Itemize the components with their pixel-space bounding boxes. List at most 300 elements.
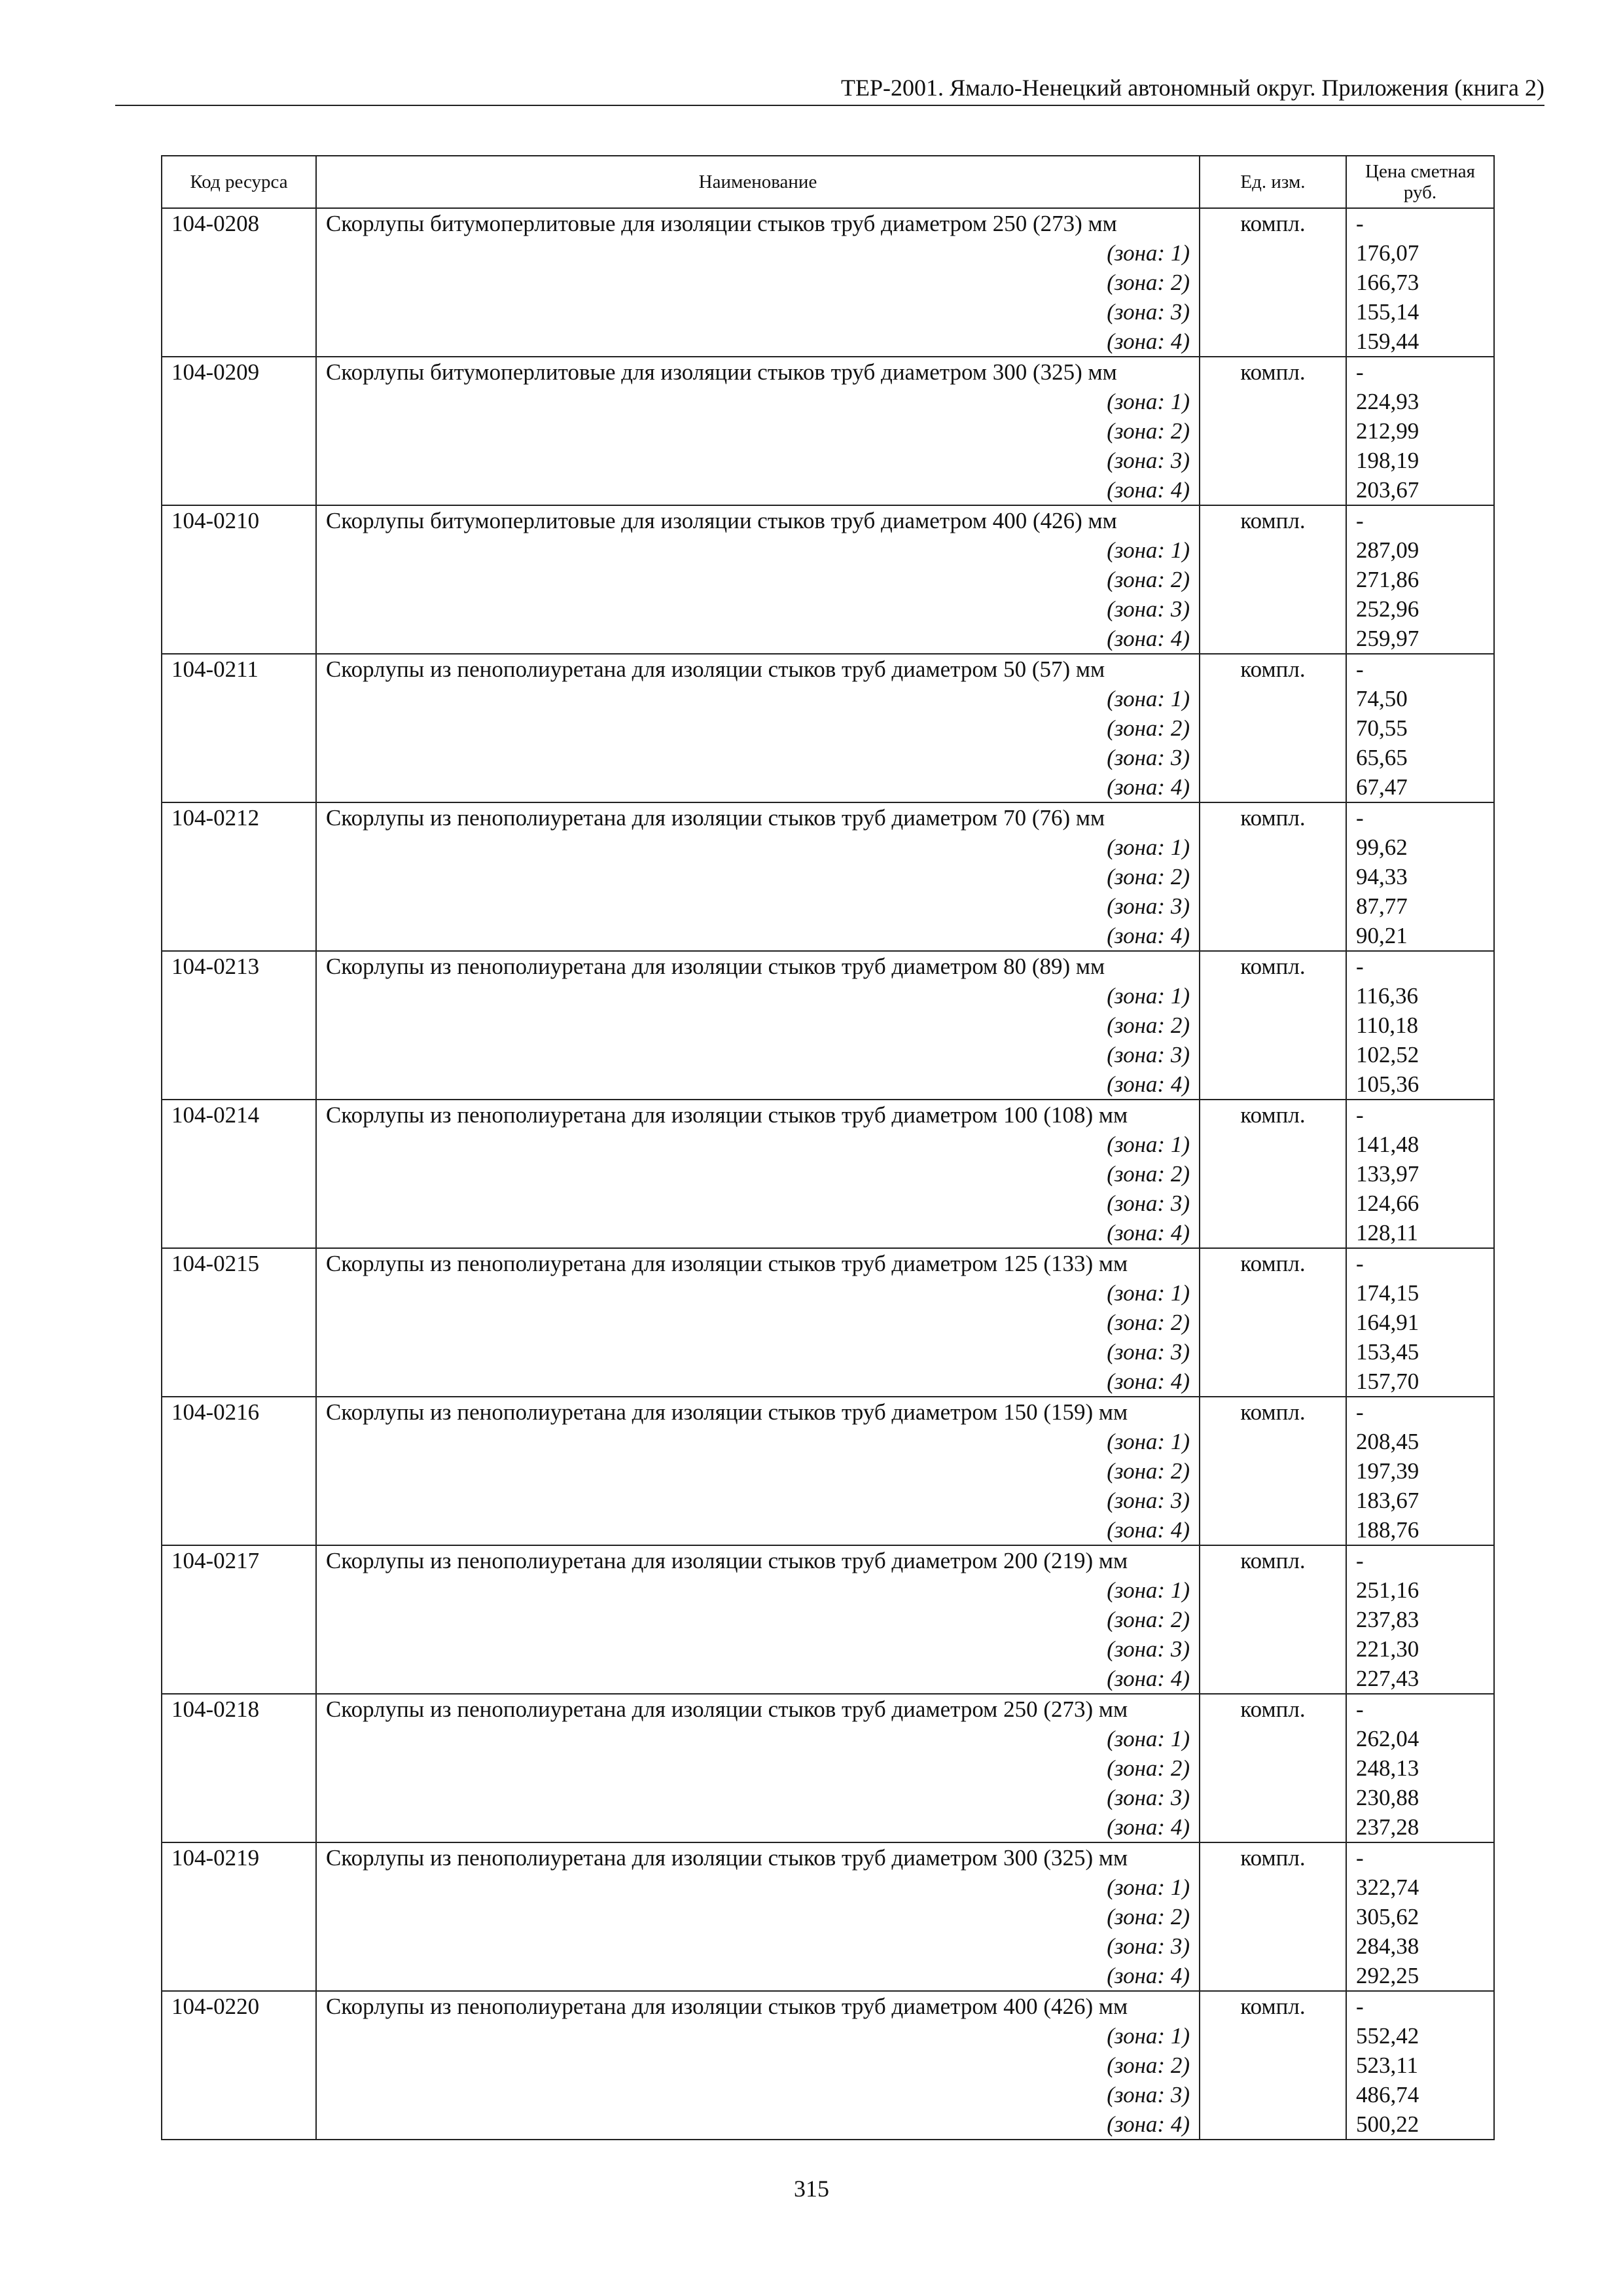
zone-price: 230,88 xyxy=(1346,1783,1494,1812)
zone-price-row xyxy=(162,594,1494,624)
zone-label: (зона: 1) xyxy=(316,981,1200,1011)
empty-cell xyxy=(162,921,316,951)
empty-cell xyxy=(162,1040,316,1069)
resource-code: 104-0220 xyxy=(162,1991,316,2021)
zone-price: 208,45 xyxy=(1346,1427,1494,1456)
empty-cell xyxy=(162,1367,316,1397)
unit-of-measure: компл. xyxy=(1200,802,1346,833)
zone-price: 271,86 xyxy=(1346,565,1494,594)
zone-label: (зона: 3) xyxy=(316,1634,1200,1664)
zone-price-row xyxy=(162,1812,1494,1842)
column-header-price: Цена сметная руб. xyxy=(1346,156,1494,208)
zone-price: 284,38 xyxy=(1346,1931,1494,1961)
zone-price-row xyxy=(162,1456,1494,1486)
resource-name: Скорлупы битумоперлитовые для изоляции стыков труб диаметром 250 (273) мм xyxy=(316,208,1200,238)
column-header-code: Код ресурса xyxy=(162,156,316,208)
empty-cell xyxy=(1200,1456,1346,1486)
zone-price: 251,16 xyxy=(1346,1575,1494,1605)
zone-label: (зона: 4) xyxy=(316,1218,1200,1248)
resource-code: 104-0212 xyxy=(162,802,316,833)
zone-price: 292,25 xyxy=(1346,1961,1494,1991)
base-price: - xyxy=(1346,1248,1494,1278)
zone-price: 157,70 xyxy=(1346,1367,1494,1397)
zone-label: (зона: 4) xyxy=(316,624,1200,654)
table-row xyxy=(162,1397,1494,1427)
zone-label: (зона: 4) xyxy=(316,772,1200,802)
zone-price: 128,11 xyxy=(1346,1218,1494,1248)
zone-price: 176,07 xyxy=(1346,238,1494,268)
zone-price: 141,48 xyxy=(1346,1130,1494,1159)
table-row xyxy=(162,654,1494,684)
zone-label: (зона: 2) xyxy=(316,1753,1200,1783)
unit-of-measure: компл. xyxy=(1200,1248,1346,1278)
empty-cell xyxy=(162,1011,316,1040)
empty-cell xyxy=(1200,416,1346,446)
empty-cell xyxy=(1200,297,1346,327)
zone-price-row xyxy=(162,475,1494,505)
zone-price: 227,43 xyxy=(1346,1664,1494,1694)
empty-cell xyxy=(1200,1931,1346,1961)
empty-cell xyxy=(162,297,316,327)
empty-cell xyxy=(1200,1130,1346,1159)
zone-price-row xyxy=(162,535,1494,565)
unit-of-measure: компл. xyxy=(1200,654,1346,684)
zone-label: (зона: 4) xyxy=(316,1515,1200,1545)
empty-cell xyxy=(1200,981,1346,1011)
unit-of-measure: компл. xyxy=(1200,1100,1346,1130)
empty-cell xyxy=(1200,1961,1346,1991)
empty-cell xyxy=(162,1605,316,1634)
zone-price-row xyxy=(162,1961,1494,1991)
resource-name: Скорлупы битумоперлитовые для изоляции стыков труб диаметром 400 (426) мм xyxy=(316,505,1200,535)
unit-of-measure: компл. xyxy=(1200,1842,1346,1873)
empty-cell xyxy=(1200,565,1346,594)
zone-price: 70,55 xyxy=(1346,713,1494,743)
resource-code: 104-0210 xyxy=(162,505,316,535)
zone-price: 74,50 xyxy=(1346,684,1494,713)
zone-price: 133,97 xyxy=(1346,1159,1494,1189)
resource-code: 104-0211 xyxy=(162,654,316,684)
zone-price: 159,44 xyxy=(1346,327,1494,357)
zone-price-row xyxy=(162,2021,1494,2051)
empty-cell xyxy=(162,2021,316,2051)
empty-cell xyxy=(162,268,316,297)
zone-price-row xyxy=(162,1337,1494,1367)
page-header xyxy=(115,73,1544,106)
zone-price-row xyxy=(162,1486,1494,1515)
empty-cell xyxy=(162,1218,316,1248)
zone-label: (зона: 2) xyxy=(316,1011,1200,1040)
zone-price: 65,65 xyxy=(1346,743,1494,772)
empty-cell xyxy=(162,743,316,772)
resource-name: Скорлупы из пенополиуретана для изоляции стыков труб диаметром 150 (159) мм xyxy=(316,1397,1200,1427)
zone-label: (зона: 3) xyxy=(316,1931,1200,1961)
empty-cell xyxy=(1200,1575,1346,1605)
zone-price-row xyxy=(162,862,1494,891)
zone-price-row xyxy=(162,327,1494,357)
empty-cell xyxy=(1200,624,1346,654)
empty-cell xyxy=(162,2109,316,2140)
zone-label: (зона: 4) xyxy=(316,2109,1200,2140)
zone-label: (зона: 2) xyxy=(316,268,1200,297)
zone-price: 552,42 xyxy=(1346,2021,1494,2051)
table-row xyxy=(162,357,1494,387)
zone-price: 183,67 xyxy=(1346,1486,1494,1515)
empty-cell xyxy=(162,1664,316,1694)
unit-of-measure: компл. xyxy=(1200,1397,1346,1427)
empty-cell xyxy=(162,1634,316,1664)
table-row xyxy=(162,951,1494,981)
empty-cell xyxy=(1200,743,1346,772)
empty-cell xyxy=(162,416,316,446)
zone-label: (зона: 2) xyxy=(316,1902,1200,1931)
empty-cell xyxy=(162,772,316,802)
resource-code: 104-0215 xyxy=(162,1248,316,1278)
base-price: - xyxy=(1346,208,1494,238)
zone-price-row xyxy=(162,684,1494,713)
empty-cell xyxy=(1200,1040,1346,1069)
empty-cell xyxy=(1200,594,1346,624)
zone-price-row xyxy=(162,1634,1494,1664)
empty-cell xyxy=(162,862,316,891)
zone-price: 198,19 xyxy=(1346,446,1494,475)
base-price: - xyxy=(1346,1397,1494,1427)
zone-label: (зона: 2) xyxy=(316,1605,1200,1634)
zone-label: (зона: 1) xyxy=(316,535,1200,565)
zone-price: 224,93 xyxy=(1346,387,1494,416)
empty-cell xyxy=(1200,1278,1346,1308)
zone-price-row xyxy=(162,1873,1494,1902)
empty-cell xyxy=(162,1427,316,1456)
empty-cell xyxy=(162,1753,316,1783)
zone-label: (зона: 2) xyxy=(316,713,1200,743)
empty-cell xyxy=(1200,2109,1346,2140)
empty-cell xyxy=(162,1189,316,1218)
zone-price: 90,21 xyxy=(1346,921,1494,951)
zone-price-row xyxy=(162,297,1494,327)
empty-cell xyxy=(162,2051,316,2080)
zone-price-row xyxy=(162,1040,1494,1069)
zone-label: (зона: 4) xyxy=(316,1664,1200,1694)
resource-code: 104-0219 xyxy=(162,1842,316,1873)
zone-price: 287,09 xyxy=(1346,535,1494,565)
zone-price-row xyxy=(162,981,1494,1011)
column-header-unit: Ед. изм. xyxy=(1200,156,1346,208)
empty-cell xyxy=(162,713,316,743)
zone-label: (зона: 2) xyxy=(316,2051,1200,2080)
zone-label: (зона: 1) xyxy=(316,387,1200,416)
zone-price: 322,74 xyxy=(1346,1873,1494,1902)
unit-of-measure: компл. xyxy=(1200,951,1346,981)
zone-price: 105,36 xyxy=(1346,1069,1494,1100)
zone-price-row xyxy=(162,565,1494,594)
zone-price-row xyxy=(162,1159,1494,1189)
empty-cell xyxy=(1200,713,1346,743)
empty-cell xyxy=(162,1961,316,1991)
zone-price-row xyxy=(162,2080,1494,2109)
zone-label: (зона: 2) xyxy=(316,862,1200,891)
zone-price-row xyxy=(162,1515,1494,1545)
zone-price-row xyxy=(162,624,1494,654)
empty-cell xyxy=(162,1337,316,1367)
zone-label: (зона: 3) xyxy=(316,446,1200,475)
empty-cell xyxy=(1200,268,1346,297)
zone-label: (зона: 3) xyxy=(316,891,1200,921)
empty-cell xyxy=(1200,535,1346,565)
empty-cell xyxy=(1200,387,1346,416)
empty-cell xyxy=(162,833,316,862)
zone-price: 203,67 xyxy=(1346,475,1494,505)
zone-label: (зона: 3) xyxy=(316,743,1200,772)
resource-name: Скорлупы из пенополиуретана для изоляции стыков труб диаметром 100 (108) мм xyxy=(316,1100,1200,1130)
zone-label: (зона: 4) xyxy=(316,921,1200,951)
empty-cell xyxy=(162,1278,316,1308)
resource-code: 104-0216 xyxy=(162,1397,316,1427)
empty-cell xyxy=(1200,833,1346,862)
zone-price: 212,99 xyxy=(1346,416,1494,446)
empty-cell xyxy=(162,475,316,505)
resource-name: Скорлупы битумоперлитовые для изоляции стыков труб диаметром 300 (325) мм xyxy=(316,357,1200,387)
zone-label: (зона: 4) xyxy=(316,475,1200,505)
zone-price-row xyxy=(162,1069,1494,1100)
zone-price: 174,15 xyxy=(1346,1278,1494,1308)
empty-cell xyxy=(1200,2080,1346,2109)
zone-label: (зона: 3) xyxy=(316,594,1200,624)
table-row xyxy=(162,1991,1494,2021)
empty-cell xyxy=(1200,684,1346,713)
base-price: - xyxy=(1346,505,1494,535)
empty-cell xyxy=(162,238,316,268)
table-row xyxy=(162,1100,1494,1130)
zone-price: 221,30 xyxy=(1346,1634,1494,1664)
empty-cell xyxy=(1200,327,1346,357)
zone-price-row xyxy=(162,387,1494,416)
unit-of-measure: компл. xyxy=(1200,1545,1346,1575)
empty-cell xyxy=(162,1515,316,1545)
zone-price: 237,83 xyxy=(1346,1605,1494,1634)
base-price: - xyxy=(1346,654,1494,684)
zone-label: (зона: 4) xyxy=(316,1812,1200,1842)
column-header-name: Наименование xyxy=(316,156,1200,208)
header-title: ТЕР-2001. Ямало-Ненецкий автономный округ. Приложения (книга 2) xyxy=(841,75,1544,101)
empty-cell xyxy=(162,535,316,565)
zone-label: (зона: 3) xyxy=(316,1040,1200,1069)
resource-price-table xyxy=(161,155,1495,2140)
zone-price: 486,74 xyxy=(1346,2080,1494,2109)
empty-cell xyxy=(162,1575,316,1605)
resource-name: Скорлупы из пенополиуретана для изоляции стыков труб диаметром 70 (76) мм xyxy=(316,802,1200,833)
zone-label: (зона: 3) xyxy=(316,1486,1200,1515)
zone-price: 523,11 xyxy=(1346,2051,1494,2080)
empty-cell xyxy=(1200,1605,1346,1634)
zone-label: (зона: 3) xyxy=(316,297,1200,327)
zone-price-row xyxy=(162,1011,1494,1040)
empty-cell xyxy=(1200,1011,1346,1040)
empty-cell xyxy=(1200,1724,1346,1753)
empty-cell xyxy=(1200,1367,1346,1397)
zone-label: (зона: 1) xyxy=(316,2021,1200,2051)
zone-price-row xyxy=(162,1308,1494,1337)
zone-price-row xyxy=(162,713,1494,743)
resource-name: Скорлупы из пенополиуретана для изоляции стыков труб диаметром 300 (325) мм xyxy=(316,1842,1200,1873)
zone-price-row xyxy=(162,1783,1494,1812)
zone-price: 94,33 xyxy=(1346,862,1494,891)
zone-price-row xyxy=(162,1218,1494,1248)
empty-cell xyxy=(162,1456,316,1486)
empty-cell xyxy=(162,1069,316,1100)
zone-price-row xyxy=(162,1575,1494,1605)
empty-cell xyxy=(1200,1783,1346,1812)
resource-code: 104-0213 xyxy=(162,951,316,981)
zone-label: (зона: 4) xyxy=(316,1961,1200,1991)
zone-price: 197,39 xyxy=(1346,1456,1494,1486)
zone-label: (зона: 1) xyxy=(316,1873,1200,1902)
resource-name: Скорлупы из пенополиуретана для изоляции стыков труб диаметром 200 (219) мм xyxy=(316,1545,1200,1575)
empty-cell xyxy=(162,1783,316,1812)
base-price: - xyxy=(1346,1694,1494,1724)
zone-price: 305,62 xyxy=(1346,1902,1494,1931)
empty-cell xyxy=(162,1902,316,1931)
empty-cell xyxy=(1200,1427,1346,1456)
table-row xyxy=(162,505,1494,535)
empty-cell xyxy=(162,1873,316,1902)
resource-name: Скорлупы из пенополиуретана для изоляции стыков труб диаметром 250 (273) мм xyxy=(316,1694,1200,1724)
empty-cell xyxy=(1200,1159,1346,1189)
empty-cell xyxy=(1200,921,1346,951)
zone-label: (зона: 1) xyxy=(316,238,1200,268)
empty-cell xyxy=(162,1130,316,1159)
unit-of-measure: компл. xyxy=(1200,505,1346,535)
zone-price-row xyxy=(162,1753,1494,1783)
empty-cell xyxy=(1200,1069,1346,1100)
base-price: - xyxy=(1346,357,1494,387)
empty-cell xyxy=(162,624,316,654)
base-price: - xyxy=(1346,1545,1494,1575)
zone-label: (зона: 2) xyxy=(316,1456,1200,1486)
table-row xyxy=(162,1694,1494,1724)
empty-cell xyxy=(162,684,316,713)
empty-cell xyxy=(162,1812,316,1842)
zone-price: 252,96 xyxy=(1346,594,1494,624)
table-row xyxy=(162,208,1494,238)
zone-price-row xyxy=(162,1427,1494,1456)
empty-cell xyxy=(1200,475,1346,505)
empty-cell xyxy=(1200,1337,1346,1367)
empty-cell xyxy=(162,1931,316,1961)
page-number: 315 xyxy=(794,2176,829,2202)
table-row xyxy=(162,802,1494,833)
empty-cell xyxy=(162,2080,316,2109)
empty-cell xyxy=(1200,1189,1346,1218)
zone-label: (зона: 1) xyxy=(316,1724,1200,1753)
empty-cell xyxy=(162,1308,316,1337)
zone-price-row xyxy=(162,833,1494,862)
zone-price-row xyxy=(162,268,1494,297)
empty-cell xyxy=(1200,1873,1346,1902)
resource-code: 104-0217 xyxy=(162,1545,316,1575)
zone-price: 262,04 xyxy=(1346,1724,1494,1753)
zone-label: (зона: 3) xyxy=(316,1189,1200,1218)
unit-of-measure: компл. xyxy=(1200,357,1346,387)
zone-price-row xyxy=(162,1278,1494,1308)
zone-price: 102,52 xyxy=(1346,1040,1494,1069)
empty-cell xyxy=(162,565,316,594)
zone-label: (зона: 2) xyxy=(316,565,1200,594)
empty-cell xyxy=(1200,1634,1346,1664)
zone-label: (зона: 4) xyxy=(316,1367,1200,1397)
zone-price-row xyxy=(162,1189,1494,1218)
zone-price-row xyxy=(162,446,1494,475)
zone-price: 99,62 xyxy=(1346,833,1494,862)
zone-label: (зона: 1) xyxy=(316,1130,1200,1159)
table-row xyxy=(162,1545,1494,1575)
empty-cell xyxy=(162,1159,316,1189)
zone-price-row xyxy=(162,238,1494,268)
base-price: - xyxy=(1346,951,1494,981)
zone-price-row xyxy=(162,2109,1494,2140)
zone-price-row xyxy=(162,1902,1494,1931)
empty-cell xyxy=(162,1724,316,1753)
unit-of-measure: компл. xyxy=(1200,1694,1346,1724)
empty-cell xyxy=(1200,1218,1346,1248)
zone-label: (зона: 3) xyxy=(316,2080,1200,2109)
zone-price-row xyxy=(162,1130,1494,1159)
zone-price: 153,45 xyxy=(1346,1337,1494,1367)
empty-cell xyxy=(162,891,316,921)
zone-price: 155,14 xyxy=(1346,297,1494,327)
empty-cell xyxy=(1200,446,1346,475)
zone-price-row xyxy=(162,1605,1494,1634)
zone-price: 166,73 xyxy=(1346,268,1494,297)
zone-price-row xyxy=(162,1724,1494,1753)
zone-price-row xyxy=(162,1664,1494,1694)
empty-cell xyxy=(1200,1902,1346,1931)
table-body xyxy=(162,208,1494,2140)
empty-cell xyxy=(162,981,316,1011)
zone-label: (зона: 2) xyxy=(316,416,1200,446)
empty-cell xyxy=(1200,1515,1346,1545)
zone-price-row xyxy=(162,1931,1494,1961)
empty-cell xyxy=(1200,238,1346,268)
zone-label: (зона: 3) xyxy=(316,1337,1200,1367)
zone-price-row xyxy=(162,772,1494,802)
zone-price: 87,77 xyxy=(1346,891,1494,921)
zone-price-row xyxy=(162,1367,1494,1397)
table-row xyxy=(162,1248,1494,1278)
resource-name: Скорлупы из пенополиуретана для изоляции стыков труб диаметром 125 (133) мм xyxy=(316,1248,1200,1278)
zone-label: (зона: 1) xyxy=(316,1278,1200,1308)
zone-label: (зона: 2) xyxy=(316,1308,1200,1337)
zone-label: (зона: 4) xyxy=(316,1069,1200,1100)
base-price: - xyxy=(1346,802,1494,833)
base-price: - xyxy=(1346,1991,1494,2021)
zone-price: 67,47 xyxy=(1346,772,1494,802)
zone-label: (зона: 1) xyxy=(316,684,1200,713)
resource-name: Скорлупы из пенополиуретана для изоляции стыков труб диаметром 50 (57) мм xyxy=(316,654,1200,684)
empty-cell xyxy=(1200,2021,1346,2051)
zone-price: 248,13 xyxy=(1346,1753,1494,1783)
empty-cell xyxy=(1200,1308,1346,1337)
empty-cell xyxy=(1200,772,1346,802)
zone-price-row xyxy=(162,891,1494,921)
unit-of-measure: компл. xyxy=(1200,208,1346,238)
unit-of-measure: компл. xyxy=(1200,1991,1346,2021)
resource-code: 104-0209 xyxy=(162,357,316,387)
zone-label: (зона: 1) xyxy=(316,833,1200,862)
resource-code: 104-0208 xyxy=(162,208,316,238)
empty-cell xyxy=(1200,1664,1346,1694)
empty-cell xyxy=(162,594,316,624)
